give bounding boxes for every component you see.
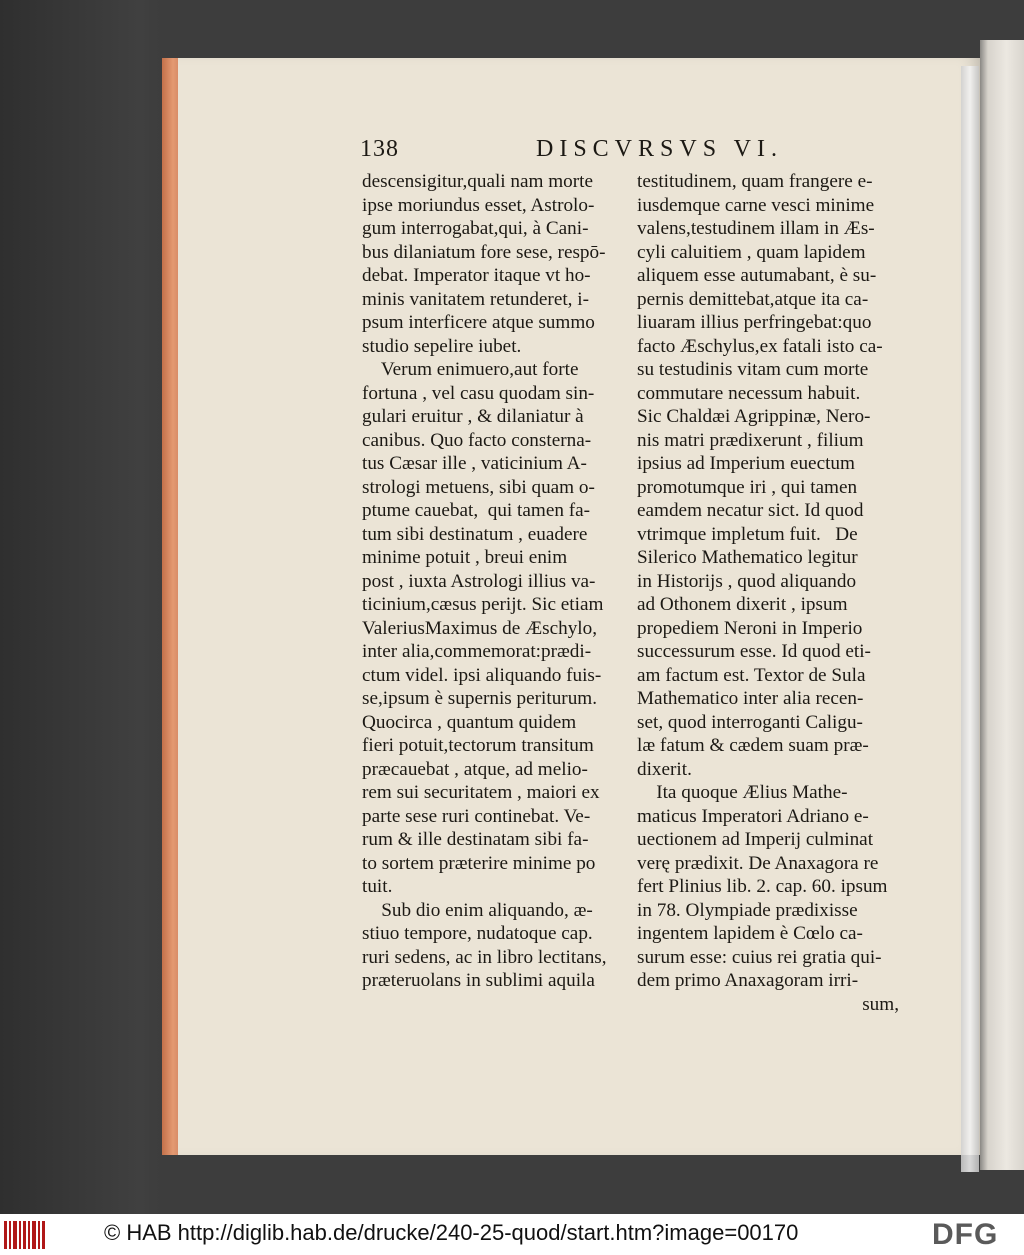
page-clip-strip — [961, 66, 979, 1172]
text-line: rum & ille destinatam sibi fa- — [362, 829, 589, 850]
text-line: to sortem præterire minime po — [362, 852, 596, 874]
text-line: maticus Imperatori Adriano e- — [637, 805, 869, 827]
text-line: Ita quoque Ælius Mathe- — [637, 782, 848, 803]
text-line: in Historijs , quod aliquando — [637, 570, 857, 592]
text-line: propediem Neroni in Imperio — [637, 617, 863, 639]
text-line: ctum videl. ipsi aliquando fuis- — [362, 664, 602, 686]
text-line: su testudinis vitam cum morte — [637, 359, 869, 380]
text-line: tuit. — [362, 876, 393, 897]
text-line: set, quod interroganti Caligu- — [637, 711, 863, 733]
text-line: præcauebat , atque, ad melio- — [362, 758, 588, 780]
text-line: studio sepelire iubet. — [362, 335, 522, 357]
text-line: cyli caluitiem , quam lapidem — [637, 241, 866, 263]
text-line: vtrimque impletum fuit. De — [637, 523, 858, 545]
text-line: stiuo tempore, nudatoque cap. — [362, 923, 593, 944]
text-line: debat. Imperator itaque vt ho- — [362, 265, 591, 286]
page-header — [360, 136, 950, 172]
text-line: valens,testudinem illam in Æs- — [637, 218, 875, 239]
text-line: rem sui securitatem , maiori ex — [362, 782, 600, 803]
dfg-logo: DFG — [932, 1218, 999, 1251]
text-line: eamdem necatur sict. Id quod — [637, 500, 864, 521]
text-line: ingentem lapidem è Cœlo ca- — [637, 923, 863, 944]
text-line: psum interficere atque summo — [362, 312, 595, 333]
running-head: DISCVRSVS VI. — [536, 136, 783, 162]
text-line: in 78. Olympiade prædixisse — [637, 899, 858, 921]
text-line: Verum enimuero,aut forte — [362, 359, 579, 380]
text-line: promotumque iri , qui tamen — [637, 476, 858, 498]
text-line: pernis demittebat,atque ita ca- — [637, 288, 869, 310]
text-line: minime potuit , breui enim — [362, 547, 568, 568]
credit-link[interactable]: © HAB http://diglib.hab.de/drucke/240-25-quod/start.htm?image=00170 — [104, 1220, 799, 1245]
text-line: liuaram illius perfringebat:quo — [637, 312, 872, 333]
text-line: verę prædixit. De Anaxagora re — [637, 852, 879, 874]
text-line: commutare necessum habuit. — [637, 382, 861, 404]
text-line: am factum est. Textor de Sula — [637, 664, 866, 686]
text-line: dixerit. — [637, 758, 692, 780]
text-line: inter alia,commemorat:prædi- — [362, 641, 592, 662]
text-line: successurum esse. Id quod eti- — [637, 641, 871, 662]
text-line: iusdemque carne vesci minime — [637, 194, 875, 216]
text-line: se,ipsum è supernis periturum. — [362, 688, 598, 709]
text-line: dem primo Anaxagoram irri- — [637, 970, 859, 991]
text-line: ptume cauebat, qui tamen fa- — [362, 500, 591, 521]
text-line: præteruolans in sublimi aquila — [362, 970, 595, 991]
text-line: ticinium,cæsus perijt. Sic etiam — [362, 594, 604, 615]
text-line: tus Cæsar ille , vaticinium A- — [362, 453, 587, 474]
text-line: testitudinem, quam frangere e- — [637, 171, 873, 192]
text-line: descensigitur,quali nam morte — [362, 171, 594, 192]
next-page-edge — [980, 40, 1024, 1170]
text-line: Mathematico inter alia recen- — [637, 688, 864, 709]
text-line: ValeriusMaximus de Æschylo, — [362, 617, 598, 639]
text-line: parte sese ruri continebat. Ve- — [362, 805, 591, 827]
text-line: Sub dio enim aliquando, æ- — [362, 899, 593, 921]
text-line: fert Plinius lib. 2. cap. 60. ipsum — [637, 876, 888, 897]
barcode-icon — [4, 1221, 48, 1249]
text-line: ruri sedens, ac in libro lectitans, — [362, 946, 607, 968]
text-line: læ fatum & cædem suam præ- — [637, 735, 869, 756]
text-line: Quocirca , quantum quidem — [362, 711, 577, 733]
text-line: strologi metuens, sibi quam o- — [362, 476, 595, 498]
text-line: aliquem esse autumabant, è su- — [637, 265, 877, 286]
text-line: uectionem ad Imperij culminat — [637, 829, 874, 850]
text-line: Silerico Mathematico legitur — [637, 547, 858, 568]
text-line: minis vanitatem retunderet, i- — [362, 288, 589, 310]
text-line: fieri potuit,tectorum transitum — [362, 735, 594, 756]
text-line: fortuna , vel casu quodam sin- — [362, 382, 595, 404]
text-line: gulari eruitur , & dilaniatur à — [362, 406, 584, 427]
text-line: ipsius ad Imperium euectum — [637, 453, 855, 474]
text-line: canibus. Quo facto consterna- — [362, 429, 592, 451]
text-line: ipse moriundus esset, Astrolo- — [362, 194, 595, 216]
text-line: tum sibi destinatum , euadere — [362, 523, 588, 545]
page-number: 138 — [360, 136, 399, 162]
text-line: post , iuxta Astrologi illius va- — [362, 570, 596, 592]
text-line: bus dilaniatum fore sese, respō- — [362, 241, 606, 263]
right-text-column — [637, 170, 899, 1016]
text-line: Sic Chaldæi Agrippinæ, Nero- — [637, 406, 871, 427]
footer-bar — [0, 1214, 1024, 1255]
text-line: sum, — [862, 993, 899, 1015]
text-line: ad Othonem dixerit , ipsum — [637, 594, 848, 615]
left-text-column — [362, 170, 624, 993]
text-line: nis matri prædixerunt , filium — [637, 429, 864, 451]
text-line: surum esse: cuius rei gratia qui- — [637, 946, 882, 968]
text-line: facto Æschylus,ex fatali isto ca- — [637, 335, 883, 357]
text-line: gum interrogabat,qui, à Cani- — [362, 218, 589, 239]
